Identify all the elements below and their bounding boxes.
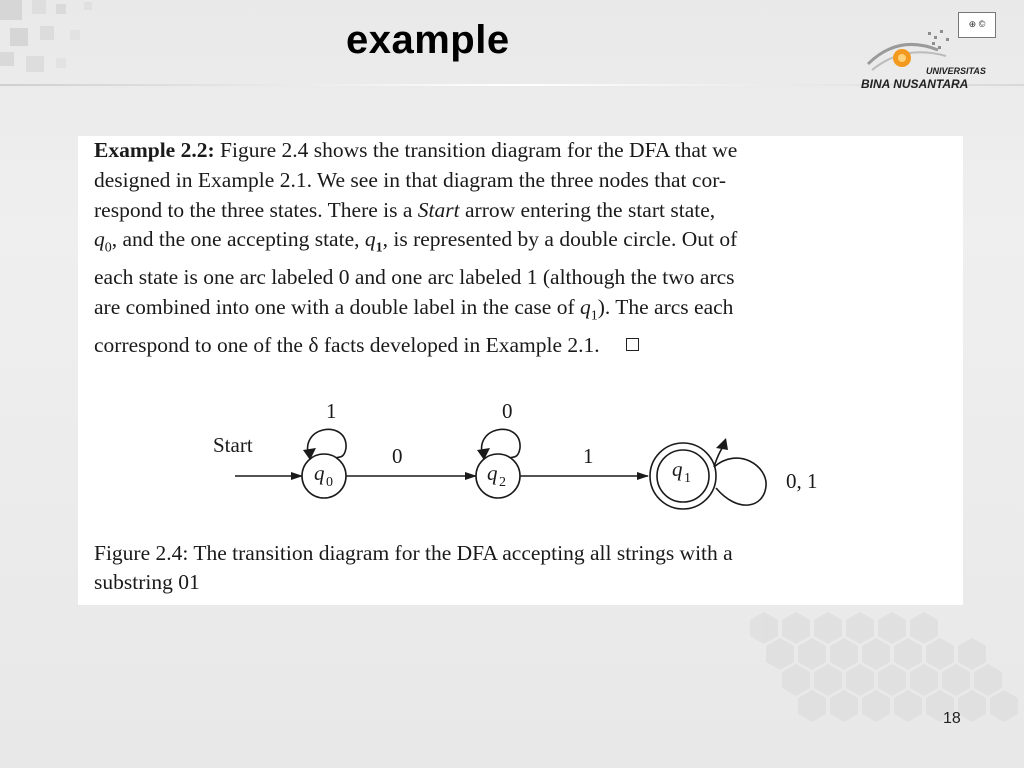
- text-span: Start: [417, 197, 460, 222]
- decorative-pattern: [0, 0, 110, 80]
- hexagon-pattern: [660, 590, 1024, 768]
- logo-name-text: BINA NUSANTARA: [861, 77, 969, 91]
- text-span: Figure 2.4 shows the transition diagram for the DFA that we: [220, 138, 738, 162]
- self-loop-q1-label: 0, 1: [786, 469, 818, 493]
- self-loop-q2-arrowhead: [477, 448, 490, 460]
- caption-line: substring 01: [94, 570, 200, 594]
- text-span: q: [364, 227, 376, 252]
- self-loop-q0-arrowhead: [303, 448, 316, 460]
- start-label: Start: [213, 433, 253, 457]
- state-q2-subscript: 2: [499, 475, 506, 490]
- text-span: ). The arcs each: [597, 295, 734, 320]
- text-span: arrow entering the start state,: [459, 197, 716, 222]
- text-span: , and the one accepting state,: [111, 227, 365, 252]
- text-span: 0: [104, 240, 112, 256]
- figure-caption: [94, 539, 952, 597]
- text-span: are combined into one with a double label in the case of: [94, 295, 580, 320]
- university-logo: [858, 10, 1018, 95]
- text-line: each state is one arc labeled 0 and one arc labeled 1 (although the two arcs: [94, 265, 735, 290]
- text-span: correspond to one of the δ facts developed in Example 2.1.: [94, 333, 600, 358]
- state-q1-label: q: [672, 457, 683, 481]
- text-span: , is represented by a double circle. Out of: [382, 227, 738, 252]
- text-span: 1: [375, 240, 383, 256]
- transition-q2-q1-label: 1: [583, 444, 594, 468]
- transition-q0-q2-label: 0: [392, 444, 403, 468]
- state-q2: [476, 454, 520, 498]
- transition-diagram: [78, 136, 963, 605]
- text-span: q: [579, 295, 591, 320]
- state-q0-label: q: [314, 461, 325, 485]
- state-q0-subscript: 0: [326, 475, 333, 490]
- text-span: q: [94, 227, 105, 252]
- text-span: respond to the three states. There is a: [94, 197, 418, 222]
- state-q1: [657, 450, 709, 502]
- slide-title: example: [346, 18, 510, 62]
- self-loop-q2-label: 0: [502, 399, 513, 423]
- state-q1-outer: [650, 443, 716, 509]
- text-line: designed in Example 2.1. We see in that diagram the three nodes that cor-: [94, 167, 727, 192]
- self-loop-q1: [714, 458, 766, 505]
- caption-line: Figure 2.4: The transition diagram for the DFA accepting all strings with a: [94, 541, 733, 565]
- state-q1-subscript: 1: [684, 471, 691, 486]
- logo-badge-icon: ⊕ ©: [958, 12, 996, 38]
- state-q2-label: q: [487, 461, 498, 485]
- logo-university-text: UNIVERSITAS: [926, 66, 986, 76]
- text-span: 1: [590, 308, 598, 324]
- example-figure-panel: [78, 136, 963, 605]
- example-heading: Example 2.2:: [94, 138, 215, 162]
- self-loop-q0-label: 1: [326, 399, 337, 423]
- page-number: 18: [943, 710, 961, 727]
